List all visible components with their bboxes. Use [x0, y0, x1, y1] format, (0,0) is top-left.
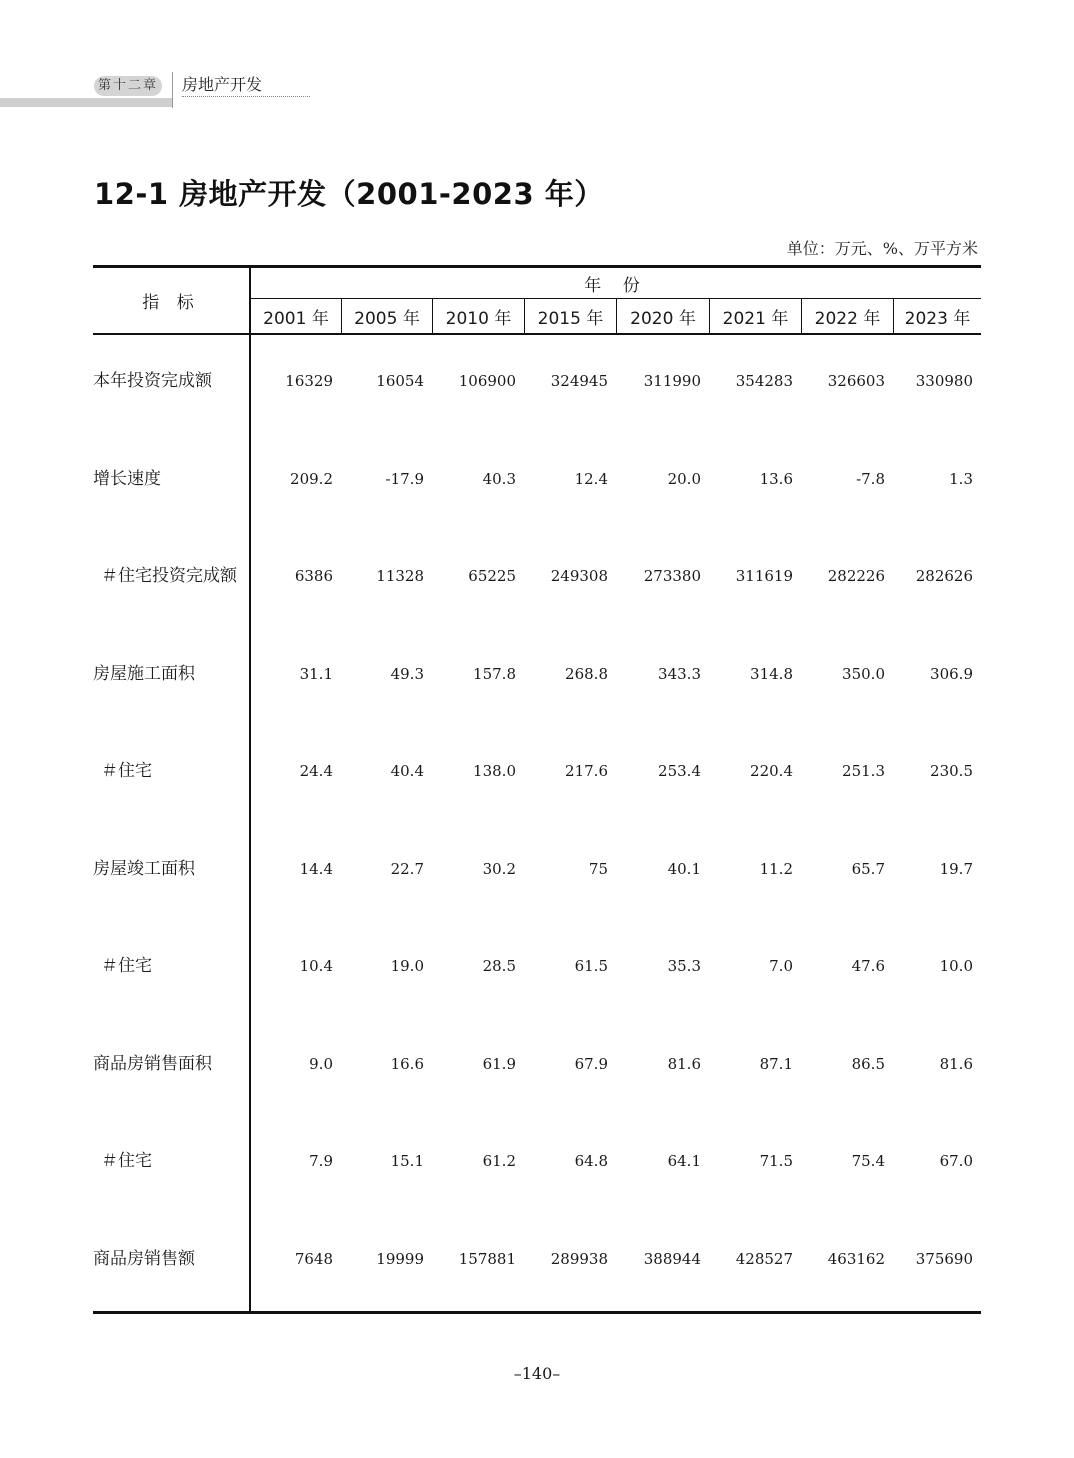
- year-header-cell: 2001 年: [263, 308, 329, 329]
- table-cell: 28.5: [482, 957, 516, 975]
- table-bottom-rule: [93, 1311, 981, 1314]
- row-label: 房屋竣工面积: [93, 859, 195, 879]
- table-row: [93, 954, 981, 978]
- table-cell: 249308: [550, 567, 608, 585]
- table-cell: 230.5: [930, 762, 973, 780]
- table-cell: 354283: [735, 372, 793, 390]
- table-cell: 81.6: [667, 1055, 701, 1073]
- table-cell: 19.0: [390, 957, 424, 975]
- table-cell: -17.9: [385, 470, 424, 488]
- year-header-cell: 2010 年: [432, 299, 524, 333]
- table-cell: 22.7: [390, 860, 424, 878]
- table-cell: 67.0: [939, 1152, 973, 1170]
- table-row: [93, 369, 981, 393]
- row-label: ＃住宅: [101, 761, 152, 781]
- page-title: 12-1 房地产开发（2001-2023 年）: [94, 177, 604, 211]
- row-label: 商品房销售额: [93, 1249, 195, 1269]
- table-row: [93, 857, 981, 881]
- table-cell: 289938: [550, 1250, 608, 1268]
- table-cell: 11328: [376, 567, 424, 585]
- table-cell: 7.0: [769, 957, 793, 975]
- table-row: [93, 1247, 981, 1271]
- table-cell: 40.3: [482, 470, 516, 488]
- table-cell: 31.1: [299, 665, 333, 683]
- table-cell: 19.7: [939, 860, 973, 878]
- table-cell: 253.4: [658, 762, 701, 780]
- table-cell: 375690: [915, 1250, 973, 1268]
- table-cell: 209.2: [290, 470, 333, 488]
- table-cell: 343.3: [658, 665, 701, 683]
- row-label: 房屋施工面积: [93, 664, 195, 684]
- table-cell: 16.6: [390, 1055, 424, 1073]
- unit-note: 单位：万元、%、万平方米: [786, 239, 978, 258]
- row-label: 商品房销售面积: [93, 1054, 212, 1074]
- table-cell: 40.1: [667, 860, 701, 878]
- table-cell: 10.0: [939, 957, 973, 975]
- row-label: ＃住宅: [101, 1151, 152, 1171]
- table-cell: 16054: [376, 372, 424, 390]
- table-cell: 11.2: [759, 860, 793, 878]
- table-cell: 20.0: [667, 470, 701, 488]
- year-header-cell: 2022 年: [801, 299, 893, 333]
- table-cell: -7.8: [856, 470, 885, 488]
- table-cell: 326603: [827, 372, 885, 390]
- table-cell: 65225: [468, 567, 516, 585]
- table-cell: 12.4: [574, 470, 608, 488]
- table-cell: 7.9: [309, 1152, 333, 1170]
- table-cell: 65.7: [851, 860, 885, 878]
- table-row: [93, 759, 981, 783]
- table-cell: 138.0: [473, 762, 516, 780]
- table-cell: 6386: [294, 567, 333, 585]
- table-cell: 350.0: [842, 665, 885, 683]
- table-cell: 30.2: [482, 860, 516, 878]
- table-cell: 157.8: [473, 665, 516, 683]
- table-cell: 9.0: [309, 1055, 333, 1073]
- table-cell: 19999: [376, 1250, 424, 1268]
- table-cell: 61.5: [574, 957, 608, 975]
- table-cell: 14.4: [299, 860, 333, 878]
- table-cell: 35.3: [667, 957, 701, 975]
- table-cell: 40.4: [390, 762, 424, 780]
- table-cell: 10.4: [299, 957, 333, 975]
- table-cell: 87.1: [759, 1055, 793, 1073]
- row-label: 本年投资完成额: [93, 371, 212, 391]
- table-cell: 220.4: [750, 762, 793, 780]
- row-label: ＃住宅投资完成额: [101, 566, 237, 586]
- table-cell: 282226: [827, 567, 885, 585]
- table-row: [93, 1052, 981, 1076]
- table-cell: 314.8: [750, 665, 793, 683]
- table-cell: 388944: [643, 1250, 701, 1268]
- table-row: [93, 1149, 981, 1173]
- table-cell: 75.4: [851, 1152, 885, 1170]
- page-number: –140–: [513, 1364, 561, 1383]
- table-cell: 16329: [285, 372, 333, 390]
- table-cell: 61.9: [482, 1055, 516, 1073]
- table-row: [93, 662, 981, 686]
- table-cell: 15.1: [390, 1152, 424, 1170]
- row-label: 增长速度: [93, 469, 161, 489]
- section-title: 房地产开发: [182, 75, 263, 94]
- table-cell: 428527: [735, 1250, 793, 1268]
- table-cell: 463162: [827, 1250, 885, 1268]
- table-cell: 7648: [294, 1250, 333, 1268]
- year-header-cell: 2021 年: [709, 299, 801, 333]
- table-row: [93, 564, 981, 588]
- year-header-row: [251, 299, 981, 333]
- table-cell: 273380: [643, 567, 701, 585]
- table-cell: 47.6: [851, 957, 885, 975]
- year-header-cell: 2020 年: [616, 299, 709, 333]
- table-cell: 324945: [550, 372, 608, 390]
- table-cell: 157881: [458, 1250, 516, 1268]
- table-cell: 306.9: [930, 665, 973, 683]
- table-row: [93, 467, 981, 491]
- table-cell: 61.2: [482, 1152, 516, 1170]
- table-cell: 1.3: [949, 470, 973, 488]
- table-cell: 311619: [735, 567, 793, 585]
- year-header-cell: 2005 年: [341, 299, 432, 333]
- table-cell: 81.6: [939, 1055, 973, 1073]
- table-cell: 251.3: [842, 762, 885, 780]
- table-cell: 49.3: [390, 665, 424, 683]
- header-dotted-line: [182, 96, 310, 97]
- year-header-cell: 2015 年: [524, 299, 616, 333]
- year-group-header: 年 份: [584, 275, 648, 296]
- table-cell: 13.6: [759, 470, 793, 488]
- table-cell: 311990: [643, 372, 701, 390]
- table-cell: 24.4: [299, 762, 333, 780]
- chapter-tag: 第十二章: [94, 76, 162, 96]
- row-label: ＃住宅: [101, 956, 152, 976]
- table-header-rule: [93, 333, 981, 335]
- header-divider: [172, 72, 173, 108]
- table-cell: 75: [588, 860, 608, 878]
- table-cell: 71.5: [759, 1152, 793, 1170]
- year-header-cell: 2023 年: [893, 299, 981, 333]
- table-cell: 106900: [458, 372, 516, 390]
- table-cell: 64.1: [667, 1152, 701, 1170]
- table-cell: 64.8: [574, 1152, 608, 1170]
- running-header: [0, 70, 320, 110]
- table-cell: 217.6: [565, 762, 608, 780]
- table-cell: 86.5: [851, 1055, 885, 1073]
- header-bar: [0, 98, 172, 107]
- table-cell: 282626: [915, 567, 973, 585]
- table-cell: 330980: [915, 372, 973, 390]
- table-cell: 268.8: [565, 665, 608, 683]
- table-cell: 67.9: [574, 1055, 608, 1073]
- indicator-header: 指 标: [142, 293, 200, 313]
